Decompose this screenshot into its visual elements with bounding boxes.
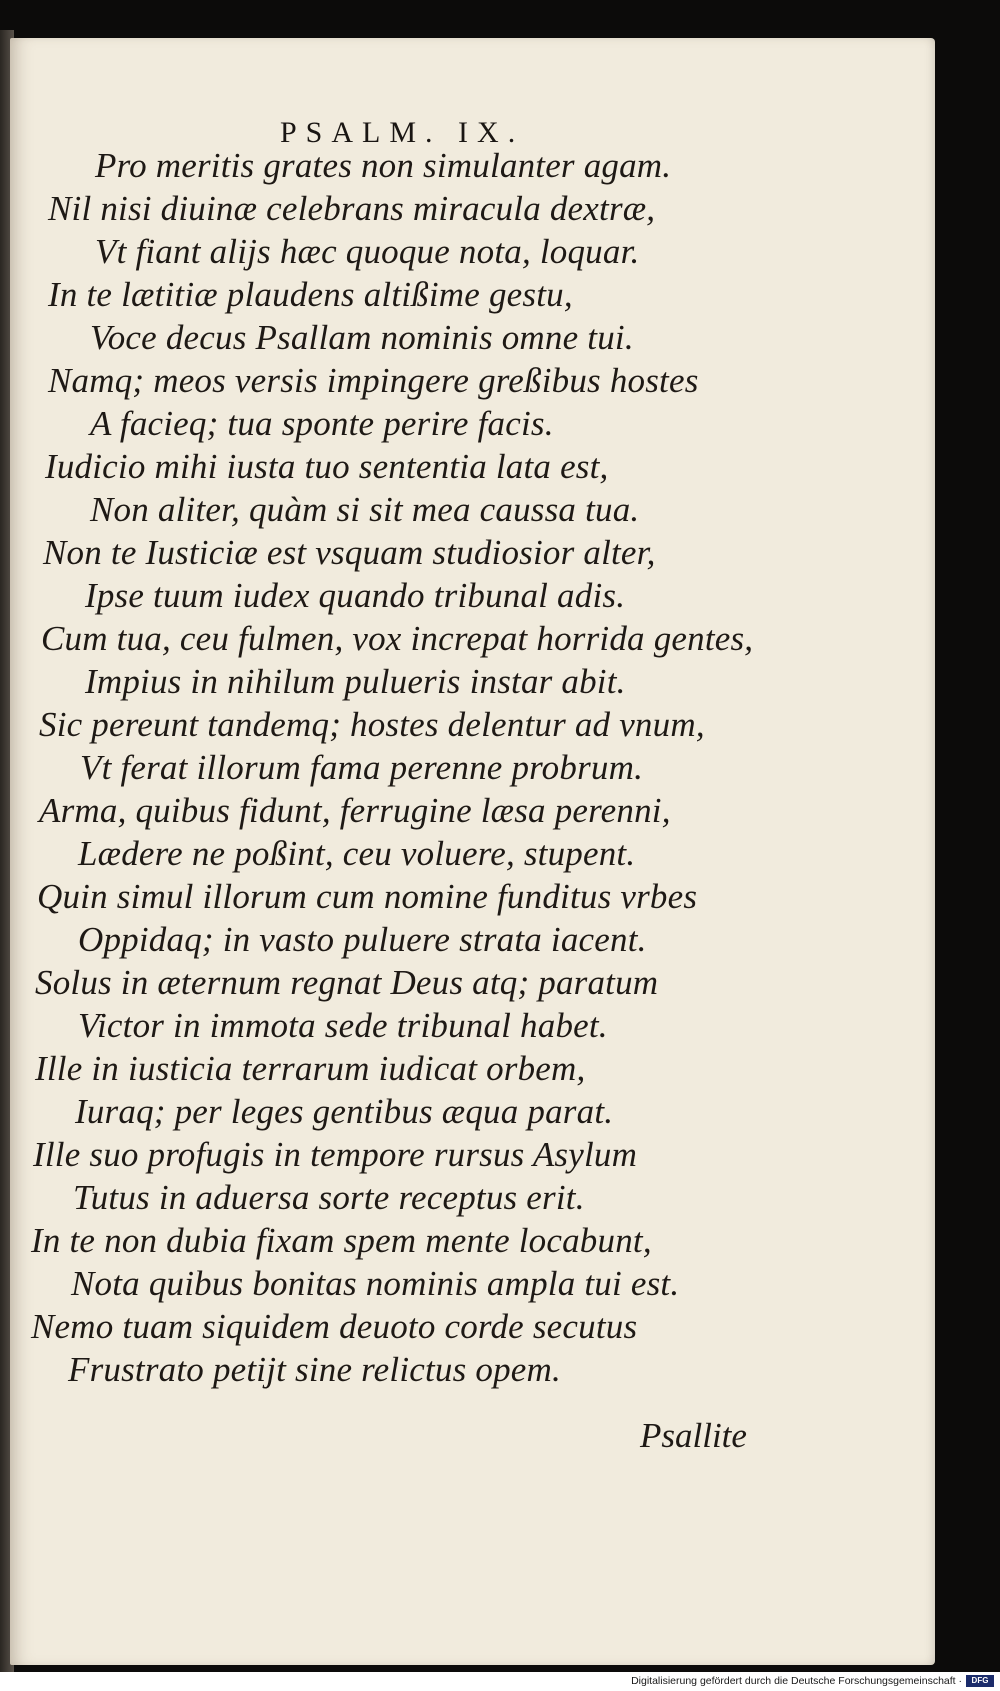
running-head: PSALM. IX. <box>280 116 525 149</box>
verse-line: Sic pereunt tandemq; hostes delentur ad vnum, <box>39 705 705 744</box>
verse-line: Iuraq; per leges gentibus æqua parat. <box>75 1092 614 1131</box>
catchword: Psallite <box>640 1416 747 1455</box>
book-page <box>10 38 935 1665</box>
verse-line: Oppidaq; in vasto puluere strata iacent. <box>78 920 647 959</box>
verse-block <box>10 38 935 1665</box>
verse-line: Quin simul illorum cum nomine funditus vrbes <box>37 877 698 916</box>
verse-line: Iudicio mihi iusta tuo sententia lata est, <box>45 447 609 486</box>
verse-line: Cum tua, ceu fulmen, vox increpat horrida gentes, <box>41 619 754 658</box>
verse-line: Non aliter, quàm si sit mea caussa tua. <box>90 490 640 529</box>
verse-line: In te non dubia fixam spem mente locabunt, <box>31 1221 652 1260</box>
verse-line: Solus in æternum regnat Deus atq; paratum <box>35 963 659 1002</box>
verse-line: Vt fiant alijs hæc quoque nota, loquar. <box>95 232 640 271</box>
verse-line: Ille suo profugis in tempore rursus Asylum <box>33 1135 638 1174</box>
verse-line: Impius in nihilum pulueris instar abit. <box>85 662 626 701</box>
verse-line: Victor in immota sede tribunal habet. <box>78 1006 608 1045</box>
verse-line: Namq; meos versis impingere greßibus hostes <box>48 361 699 400</box>
dfg-logo: DFG <box>966 1675 994 1687</box>
verse-line: Nemo tuam siquidem deuoto corde secutus <box>31 1307 638 1346</box>
verse-line: Ipse tuum iudex quando tribunal adis. <box>85 576 626 615</box>
verse-line: Tutus in aduersa sorte receptus erit. <box>73 1178 585 1217</box>
verse-line: Voce decus Psallam nominis omne tui. <box>90 318 634 357</box>
verse-line: Arma, quibus fidunt, ferrugine læsa perenni, <box>39 791 671 830</box>
verse-line: Frustrato petijt sine relictus opem. <box>68 1350 561 1389</box>
verse-line: In te lætitiæ plaudens altißime gestu, <box>48 275 573 314</box>
verse-line: Non te Iusticiæ est vsquam studiosior alter, <box>43 533 656 572</box>
verse-line: A facieq; tua sponte perire facis. <box>90 404 554 443</box>
digitization-credit: Digitalisierung gefördert durch die Deutsche Forschungsgemeinschaft · <box>631 1675 962 1687</box>
verse-line: Ille in iusticia terrarum iudicat orbem, <box>35 1049 586 1088</box>
verse-line: Pro meritis grates non simulanter agam. <box>95 146 672 185</box>
verse-line: Vt ferat illorum fama perenne probrum. <box>80 748 644 787</box>
verse-line: Nota quibus bonitas nominis ampla tui est. <box>71 1264 680 1303</box>
verse-line: Lædere ne poßint, ceu voluere, stupent. <box>78 834 636 873</box>
verse-line: Nil nisi diuinæ celebrans miracula dextræ, <box>48 189 656 228</box>
